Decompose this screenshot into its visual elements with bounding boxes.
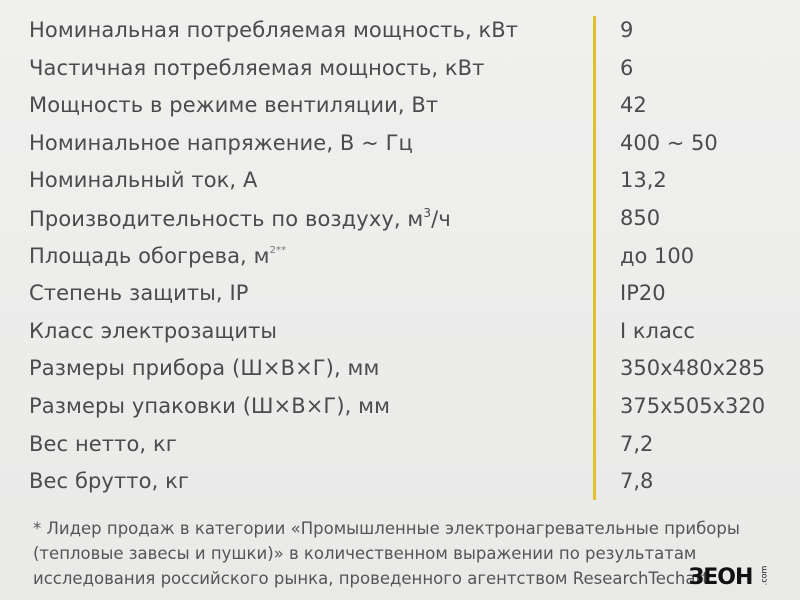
spec-row <box>0 275 800 313</box>
spec-row <box>0 12 800 50</box>
spec-label: Вес нетто, кг <box>29 431 177 456</box>
spec-label-suffix: /ч <box>431 206 451 231</box>
spec-row <box>0 426 800 464</box>
spec-value: I класс <box>620 318 695 343</box>
spec-label: Мощность в режиме вентиляции, Вт <box>29 93 439 118</box>
spec-label: Номинальный ток, А <box>29 168 258 193</box>
spec-table <box>0 12 800 501</box>
footnote-line: (тепловые завесы и пушки)» в количественном выражении по результатам <box>33 544 697 563</box>
spec-value: 7,2 <box>620 431 654 456</box>
spec-label: Степень защиты, IP <box>29 281 249 306</box>
superscript: 3 <box>423 205 432 220</box>
superscript: 2** <box>269 244 287 256</box>
spec-value: 7,8 <box>620 469 654 494</box>
spec-value: 6 <box>620 55 634 80</box>
spec-label <box>29 244 286 268</box>
spec-value: 13,2 <box>620 168 667 193</box>
spec-row <box>0 200 800 238</box>
zeon-watermark-logo <box>689 565 774 590</box>
footnote-line: * Лидер продаж в категории «Промышленные электронагревательные приборы <box>33 519 740 538</box>
spec-value: до 100 <box>620 243 695 268</box>
spec-label: Вес брутто, кг <box>29 469 190 494</box>
footnote-line: исследования российского рынка, проведенного агентством ResearchTechart <box>33 569 709 588</box>
spec-row <box>0 350 800 388</box>
spec-value: 850 <box>620 205 661 230</box>
spec-row <box>0 313 800 351</box>
spec-row <box>0 125 800 163</box>
spec-row <box>0 238 800 276</box>
spec-label <box>29 206 451 231</box>
spec-value: 42 <box>620 93 647 118</box>
spec-label: Размеры упаковки (Ш×В×Г), мм <box>29 393 391 418</box>
spec-value: 9 <box>620 18 634 42</box>
spec-label-text: Производительность по воздуху, м <box>29 206 424 231</box>
spec-row <box>0 388 800 426</box>
spec-row <box>0 162 800 200</box>
spec-label: Класс электрозащиты <box>29 318 278 343</box>
spec-row <box>0 87 800 125</box>
watermark-suffix: .com <box>759 565 769 586</box>
spec-row <box>0 463 800 501</box>
spec-value: 400 ~ 50 <box>620 130 718 155</box>
spec-value: 350х480х285 <box>620 356 766 381</box>
spec-label: Частичная потребляемая мощность, кВт <box>29 55 485 80</box>
spec-row <box>0 50 800 88</box>
spec-label: Номинальное напряжение, В ~ Гц <box>29 130 413 155</box>
watermark-brand: ЗЕОН <box>688 565 753 590</box>
footnote <box>33 516 775 591</box>
spec-value: IP20 <box>620 281 666 306</box>
spec-label-text: Площадь обогрева, м <box>29 243 270 268</box>
spec-label: Номинальная потребляемая мощность, кВт <box>29 18 519 42</box>
spec-value: 375х505х320 <box>620 393 766 418</box>
spec-label: Размеры прибора (Ш×В×Г), мм <box>29 356 380 381</box>
